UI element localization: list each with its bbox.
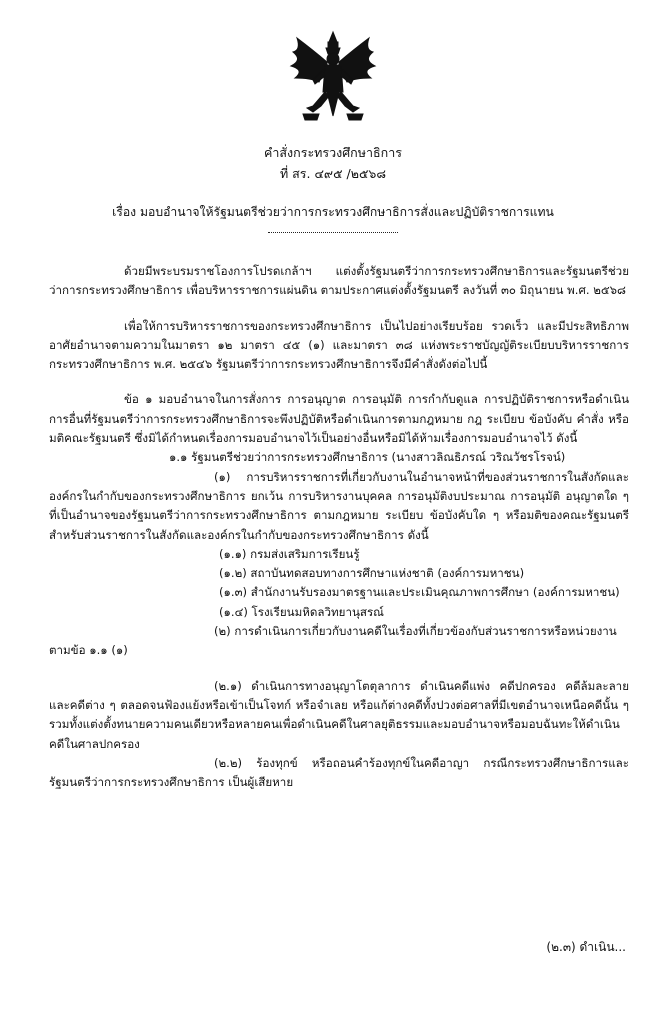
item-1-1-1: (๑) การบริหารราชการที่เกี่ยวกับงานในอำนาจหน้าที่ของส่วนราชการในสังกัดและองค์กรในกำกับของกระทรวงศึกษาธิการ ยกเว้น การบริหารงานบุคคล การอนุมัติงบประมาณ การอนุมัติ อนุญาตใด ๆ ที่เป็นอำนาจของรัฐมนตรีว่าการกระทรวงศึกษาธิการ ตามกฎหมาย ระเบียบ ข้อบังคับใด ๆ หรือมติของคณะรัฐมนตรี สำหรับส่วนราชการในสังกัดและองค์กรในกำกับของกระทรวงศึกษาธิการ ดังนี้ [49, 469, 629, 542]
order-subject: เรื่อง มอบอำนาจให้รัฐมนตรีช่วยว่าการกระทรวงศึกษาธิการสั่งและปฏิบัติราชการแทน [112, 205, 554, 219]
garuda-emblem-icon [283, 30, 383, 130]
item-1-1: ๑.๑ รัฐมนตรีช่วยว่าการกระทรวงศึกษาธิการ (นางสาวลิณธิภรณ์ วริณวัชรโรจน์) [169, 450, 566, 465]
sub-item: (๑.๑) กรมส่งเสริมการเรียนรู้ [219, 546, 360, 561]
item-2-1: (๒.๑) ดำเนินการทางอนุญาโตตุลาการ ดำเนินคดีแพ่ง คดีปกครอง คดีล้มละลาย และคดีต่าง ๆ ตลอดจนฟ้องแย้งหรือเข้าเป็นโจทก์ หรือจำเลย หรือแก้ต่างคดีทั้งปวงต่อศาลที่มีเขตอำนาจเหนือคดีนั้น ๆ รวมทั้งแต่งตั้งทนายความคนเดียวหรือหลายคนเพื่อดำเนินคดีในศาลยุติธรรมและมอบอำนาจหรือมอบฉันทะให้ดำเนินคดีในศาลปกครอง [49, 678, 629, 751]
item-2-2: (๒.๒) ร้องทุกข์ หรือถอนคำร้องทุกข์ในคดีอาญา กรณีกระทรวงศึกษาธิการและรัฐมนตรีว่าการกระทรวงศึกษาธิการ เป็นผู้เสียหาย [49, 755, 629, 790]
document-body [49, 262, 629, 792]
sub-item: (๑.๓) สำนักงานรับรองมาตรฐานและประเมินคุณภาพการศึกษา (องค์การมหาชน) [219, 585, 620, 600]
sub-item: (๑.๒) สถาบันทดสอบทางการศึกษาแห่งชาติ (องค์การมหาชน) [219, 566, 525, 581]
sub-item: (๑.๔) โรงเรียนมหิดลวิทยานุสรณ์ [219, 604, 384, 619]
order-title: คำสั่งกระทรวงศึกษาธิการ [264, 145, 402, 160]
paragraph-authority: เพื่อให้การบริหารราชการของกระทรวงศึกษาธิการ เป็นไปอย่างเรียบร้อย รวดเร็ว และมีประสิทธิภาพ อาศัยอำนาจตามความในมาตรา ๑๒ มาตรา ๔๕ (๑) และมาตรา ๓๘ แห่งพระราชบัญญัติระเบียบบริหารราชการกระทรวงศึกษาธิการ พ.ศ. ๒๕๔๖ รัฐมนตรีว่าการกระทรวงศึกษาธิการจึงมีคำสั่งดังต่อไปนี้ [49, 318, 629, 372]
dotted-separator [268, 232, 398, 233]
item-1-1-2-continued: ตามข้อ ๑.๑ (๑) [49, 643, 128, 658]
paragraph-clause-1: ข้อ ๑ มอบอำนาจในการสั่งการ การอนุญาต การอนุมัติ การกำกับดูแล การปฏิบัติราชการหรือดำเนินการอื่นที่รัฐมนตรีว่าการกระทรวงศึกษาธิการจะพึงปฏิบัติหรือดำเนินการตามกฎหมาย กฎ ระเบียบ ข้อบังคับ คำสั่ง หรือมติคณะรัฐมนตรี ซึ่งมิได้กำหนดเรื่องการมอบอำนาจไว้เป็นอย่างอื่นหรือมิได้ห้ามเรื่องการมอบอำนาจไว้ ดังนี้ [49, 392, 629, 446]
order-number: ที่ สร. ๔๙๕ /๒๕๖๘ [279, 166, 387, 181]
item-1-1-2: (๒) การดำเนินการเกี่ยวกับงานคดีในเรื่องที่เกี่ยวข้องกับส่วนราชการหรือหน่วยงาน [214, 624, 617, 639]
paragraph-preamble: ด้วยมีพระบรมราชโองการโปรดเกล้าฯ แต่งตั้งรัฐมนตรีว่าการกระทรวงศึกษาธิการและรัฐมนตรีช่วยว่าการกระทรวงศึกษาธิการ เพื่อบริหารราชการแผ่นดิน ตามประกาศแต่งตั้งรัฐมนตรี ลงวันที่ ๓๐ มิถุนายน พ.ศ. ๒๕๖๘ [49, 264, 629, 298]
continuation-marker: (๒.๓) ดำเนิน... [546, 940, 626, 954]
